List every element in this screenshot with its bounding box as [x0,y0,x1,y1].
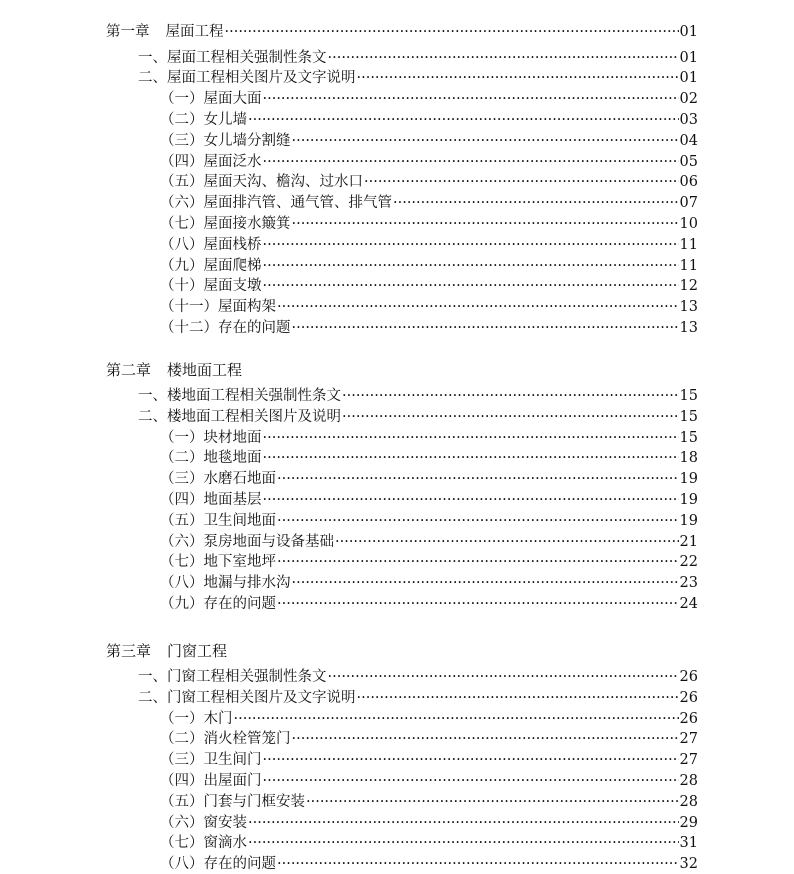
page-number: 29 [679,815,698,831]
leader-dots [263,152,679,172]
leader-dots [263,89,679,109]
item-label: （五）屋面天沟、檐沟、过水口 [160,174,363,190]
page-number: 13 [679,320,698,336]
leader-dots [335,532,679,552]
leader-dots [357,688,679,708]
toc-section[interactable] [138,667,698,687]
item-label: （二）女儿墙 [160,112,247,128]
leader-dots [263,750,679,770]
item-label: （四）出屋面门 [160,773,262,789]
toc-item[interactable] [160,594,698,614]
chapter-title: 屋面工程 [165,24,224,40]
toc-item[interactable] [160,235,698,255]
toc-item[interactable] [160,152,698,172]
leader-dots [393,193,679,213]
toc-section[interactable] [138,386,698,406]
section-label: 一、门窗工程相关强制性条文 [138,669,327,685]
page-number: 18 [679,450,698,466]
leader-dots [292,214,679,234]
page-number: 24 [679,596,698,612]
item-label: （七）屋面接水簸箕 [160,216,291,232]
leader-dots [263,490,679,510]
page-number: 11 [679,258,698,274]
toc-item[interactable] [160,448,698,468]
section-label: 一、屋面工程相关强制性条文 [138,50,327,66]
page-number: 32 [679,856,698,872]
item-label: （十一）屋面构架 [160,299,276,315]
page-number: 26 [679,690,698,706]
section-label: 二、屋面工程相关图片及文字说明 [138,70,356,86]
leader-dots [225,22,679,42]
leader-dots [328,48,679,68]
leader-dots [357,68,679,88]
page-number: 01 [679,24,698,40]
item-label: （五）门套与门框安装 [160,794,305,810]
page-number: 07 [679,195,698,211]
page-number: 01 [679,50,698,66]
item-label: （三）女儿墙分割缝 [160,133,291,149]
leader-dots [277,552,679,572]
leader-dots [277,854,679,874]
toc-item[interactable] [160,771,698,791]
page-number: 28 [679,773,698,789]
page-number: 19 [679,471,698,487]
page-number: 31 [679,835,698,851]
leader-dots [292,131,679,151]
page-number: 28 [679,794,698,810]
toc-item[interactable] [160,532,698,552]
toc-item[interactable] [160,833,698,853]
leader-dots [263,771,679,791]
item-label: （六）窗安装 [160,815,247,831]
leader-dots [364,172,679,192]
toc-item[interactable] [160,318,698,338]
leader-dots [292,318,679,338]
page-number: 04 [679,133,698,149]
toc-item[interactable] [160,490,698,510]
item-label: （七）地下室地坪 [160,554,276,570]
toc-section[interactable] [138,68,698,88]
leader-dots [263,256,679,276]
chapter-title: 门窗工程 [167,642,228,660]
item-label: （二）消火栓管笼门 [160,731,291,747]
toc-item[interactable] [160,276,698,296]
page-number: 15 [679,388,698,404]
chapter-title: 楼地面工程 [167,361,243,379]
page-number: 11 [679,237,698,253]
leader-dots [263,448,679,468]
toc-item[interactable] [160,256,698,276]
leader-dots [277,594,679,614]
leader-dots [306,792,679,812]
page-number: 27 [679,731,698,747]
toc-item[interactable] [160,573,698,593]
page-number: 23 [679,575,698,591]
item-label: （七）窗滴水 [160,835,247,851]
item-label: （六）屋面排汽管、通气管、排气管 [160,195,392,211]
toc-item[interactable] [160,110,698,130]
item-label: （一）屋面大面 [160,91,262,107]
page-number: 02 [679,91,698,107]
leader-dots [277,511,679,531]
item-label: （六）泵房地面与设备基础 [160,534,334,550]
page-number: 26 [679,711,698,727]
page-number: 12 [679,278,698,294]
item-label: （二）地毯地面 [160,450,262,466]
leader-dots [342,386,679,406]
toc-item[interactable] [160,469,698,489]
page-number: 22 [679,554,698,570]
page-number: 06 [679,174,698,190]
chapter-number: 第二章 [106,361,152,379]
item-label: （九）存在的问题 [160,596,276,612]
toc-item[interactable] [160,813,698,833]
toc-section[interactable] [138,688,698,708]
item-label: （八）地漏与排水沟 [160,575,291,591]
toc-item[interactable] [160,729,698,749]
page-number: 13 [679,299,698,315]
leader-dots [292,573,679,593]
item-label: （一）块材地面 [160,430,262,446]
leader-dots [248,110,679,130]
page-number: 27 [679,752,698,768]
leader-dots [234,709,679,729]
toc-item[interactable] [160,172,698,192]
item-label: （八）存在的问题 [160,856,276,872]
page-number: 15 [679,430,698,446]
leader-dots [277,297,679,317]
item-label: （四）地面基层 [160,492,262,508]
page-number: 01 [679,70,698,86]
page-number: 05 [679,154,698,170]
toc-item[interactable] [160,131,698,151]
toc-item[interactable] [160,552,698,572]
chapter-1-heading[interactable] [106,22,698,42]
leader-dots [263,276,679,296]
item-label: （十二）存在的问题 [160,320,291,336]
leader-dots [248,813,679,833]
leader-dots [342,407,679,427]
section-label: 一、楼地面工程相关强制性条文 [138,388,341,404]
toc-item[interactable] [160,709,698,729]
page-number: 19 [679,513,698,529]
item-label: （四）屋面泛水 [160,154,262,170]
page-number: 10 [679,216,698,232]
toc-item[interactable] [160,750,698,770]
leader-dots [263,235,679,255]
toc-item[interactable] [160,193,698,213]
toc-item[interactable] [160,792,698,812]
toc-item[interactable] [160,854,698,874]
chapter-number: 第一章 [106,24,150,40]
item-label: （十）屋面支墩 [160,278,262,294]
toc-item[interactable] [160,297,698,317]
section-label: 二、楼地面工程相关图片及说明 [138,409,341,425]
chapter-2-heading[interactable] [106,359,242,381]
page-number: 19 [679,492,698,508]
toc-section[interactable] [138,407,698,427]
section-label: 二、门窗工程相关图片及文字说明 [138,690,356,706]
toc-item[interactable] [160,214,698,234]
chapter-3-heading[interactable] [106,640,227,662]
page-number: 03 [679,112,698,128]
item-label: （三）水磨石地面 [160,471,276,487]
leader-dots [277,469,679,489]
item-label: （三）卫生间门 [160,752,262,768]
item-label: （八）屋面栈桥 [160,237,262,253]
chapter-number: 第三章 [106,642,152,660]
toc-section[interactable] [138,48,698,68]
leader-dots [248,833,679,853]
page-number: 21 [679,534,698,550]
leader-dots [292,729,679,749]
leader-dots [263,428,679,448]
page-number: 15 [679,409,698,425]
toc-item[interactable] [160,89,698,109]
item-label: （五）卫生间地面 [160,513,276,529]
leader-dots [328,667,679,687]
toc-item[interactable] [160,428,698,448]
page-number: 26 [679,669,698,685]
item-label: （九）屋面爬梯 [160,258,262,274]
item-label: （一）木门 [160,711,233,727]
toc-item[interactable] [160,511,698,531]
